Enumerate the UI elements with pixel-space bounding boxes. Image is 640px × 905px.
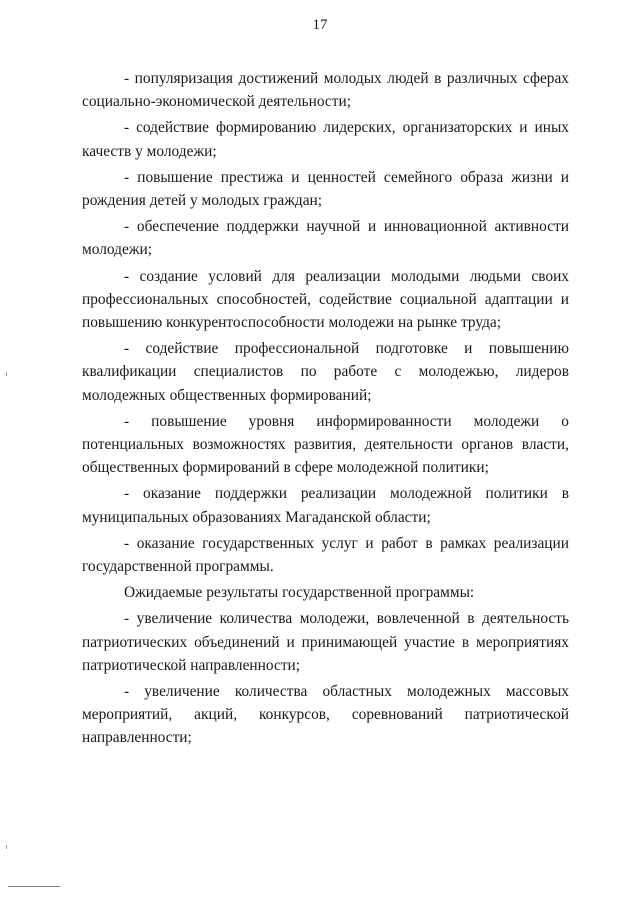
scan-mark xyxy=(6,845,7,849)
list-item-state-services: - оказание государственных услуг и работ в рамках реализации государственной программы. xyxy=(82,534,569,576)
expected-results-heading: Ожидаемые результаты государственной программы: xyxy=(124,584,475,602)
list-item-information: - повышение уровня информированности молодежи о потенциальных возможностях развития, деятельности органов власти, общественных формирований в сфере молодежной политики; xyxy=(82,412,569,477)
list-item-popularization: - популяризация достижений молодых людей в различных сферах социально-экономической деятельности; xyxy=(82,70,569,111)
list-item-municipal-support: - оказание поддержки реализации молодежной политики в муниципальных образованиях Магаданской области; xyxy=(82,485,569,526)
result-item-patriotic-events: - увеличение количества областных молодежных массовых мероприятий, акций, конкурсов, соревнований патриотической направленности; xyxy=(82,683,569,747)
result-item-patriotic-youth: - увеличение количества молодежи, вовлеченной в деятельность патриотических объединений и принимающей участие в мероприятиях патриотической направленности; xyxy=(82,610,569,674)
list-item-science-support: - обеспечение поддержки научной и инновационной активности молодежи; xyxy=(82,218,569,259)
list-item-professional-abilities: - создание условий для реализации молодыми людьми своих профессиональных способностей, содействие социальной адаптации и повышению конкурентоспособности молодежи на рынке труда; xyxy=(82,267,569,332)
list-item-leadership: - содействие формированию лидерских, организаторских и иных качеств у молодежи; xyxy=(82,119,569,160)
document-body xyxy=(82,67,569,753)
page-number: 17 xyxy=(312,17,328,33)
scan-mark xyxy=(6,372,7,376)
list-item-family-prestige: - повышение престижа и ценностей семейного образа жизни и рождения детей у молодых граждан; xyxy=(82,168,569,210)
list-item-training: - содействие профессиональной подготовке и повышению квалификации специалистов по работе с молодежью, лидеров молодежных общественных формирований; xyxy=(82,340,569,404)
footnote-rule xyxy=(8,886,60,887)
